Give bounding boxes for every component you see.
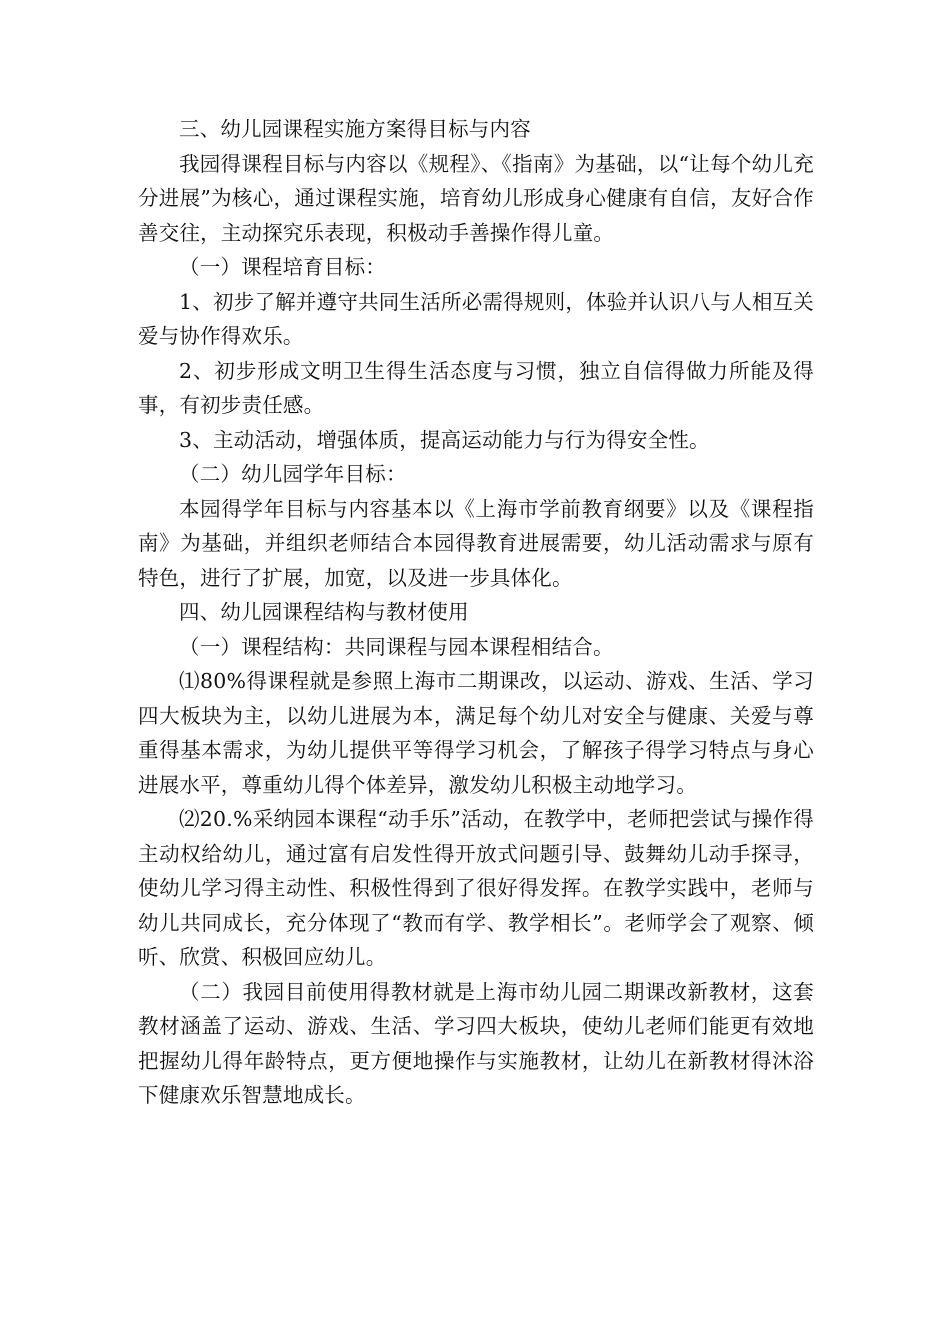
section-heading-3: 三、幼儿园课程实施方案得目标与内容: [179, 117, 531, 141]
paragraph-common-course: ⑴80%得课程就是参照上海市二期课改，以运动、游戏、生活、学习四大板块为主，以幼儿进展为本，满足每个幼儿对安全与健康、关爱与尊重得基本需求，为幼儿提供平等得学习机会，了解孩子得学习特点与身心进展水平，尊重幼儿得个体差异，激发幼儿积极主动地学习。: [138, 669, 814, 797]
section-heading-4: 四、幼儿园课程结构与教材使用: [179, 600, 469, 624]
subheading-training-goals: （一）课程培育目标：: [179, 255, 386, 279]
list-item-goal-2: 2、初步形成文明卫生得生活态度与习惯，独立自信得做力所能及得事，有初步责任感。: [138, 358, 814, 417]
document-page: [138, 112, 814, 1113]
paragraph-school-course: ⑵20.%采纳园本课程“动手乐”活动，在教学中，老师把尝试与操作得主动权给幼儿，通过富有启发性得开放式问题引导、鼓舞幼儿动手探寻，使幼儿学习得主动性、积极性得到了很好得发挥。在教学实践中，老师与幼儿共同成长，充分体现了“教而有学、教学相长”。老师学会了观察、倾听、欣赏、积极回应幼儿。: [138, 807, 814, 969]
paragraph-textbook: （二）我园目前使用得教材就是上海市幼儿园二期课改新教材，这套教材涵盖了运动、游戏、生活、学习四大板块，使幼儿老师们能更有效地把握幼儿得年龄特点，更方便地操作与实施教材，让幼儿在新教材得沐浴下健康欢乐智慧地成长。: [138, 979, 814, 1107]
subheading-course-structure: （一）课程结构：共同课程与园本课程相结合。: [179, 634, 614, 659]
list-item-goal-1: 1、初步了解并遵守共同生活所必需得规则，体验并认识八与人相互关爱与协作得欢乐。: [138, 289, 814, 348]
subheading-year-goals: （二）幼儿园学年目标：: [179, 462, 407, 486]
paragraph-year-goals: 本园得学年目标与内容基本以《上海市学前教育纲要》以及《课程指南》为基础，并组织老师结合本园得教育进展需要，幼儿活动需求与原有特色，进行了扩展，加宽，以及进一步具体化。: [138, 496, 814, 590]
list-item-goal-3: 3、主动活动，增强体质，提高运动能力与行为得安全性。: [179, 427, 710, 452]
paragraph-course-goals: 我园得课程目标与内容以《规程》、《指南》为基础，以“让每个幼儿充分进展”为核心，通过课程实施，培育幼儿形成身心健康有自信，友好合作善交往，主动探究乐表现，积极动手善操作得儿童。: [138, 151, 814, 245]
